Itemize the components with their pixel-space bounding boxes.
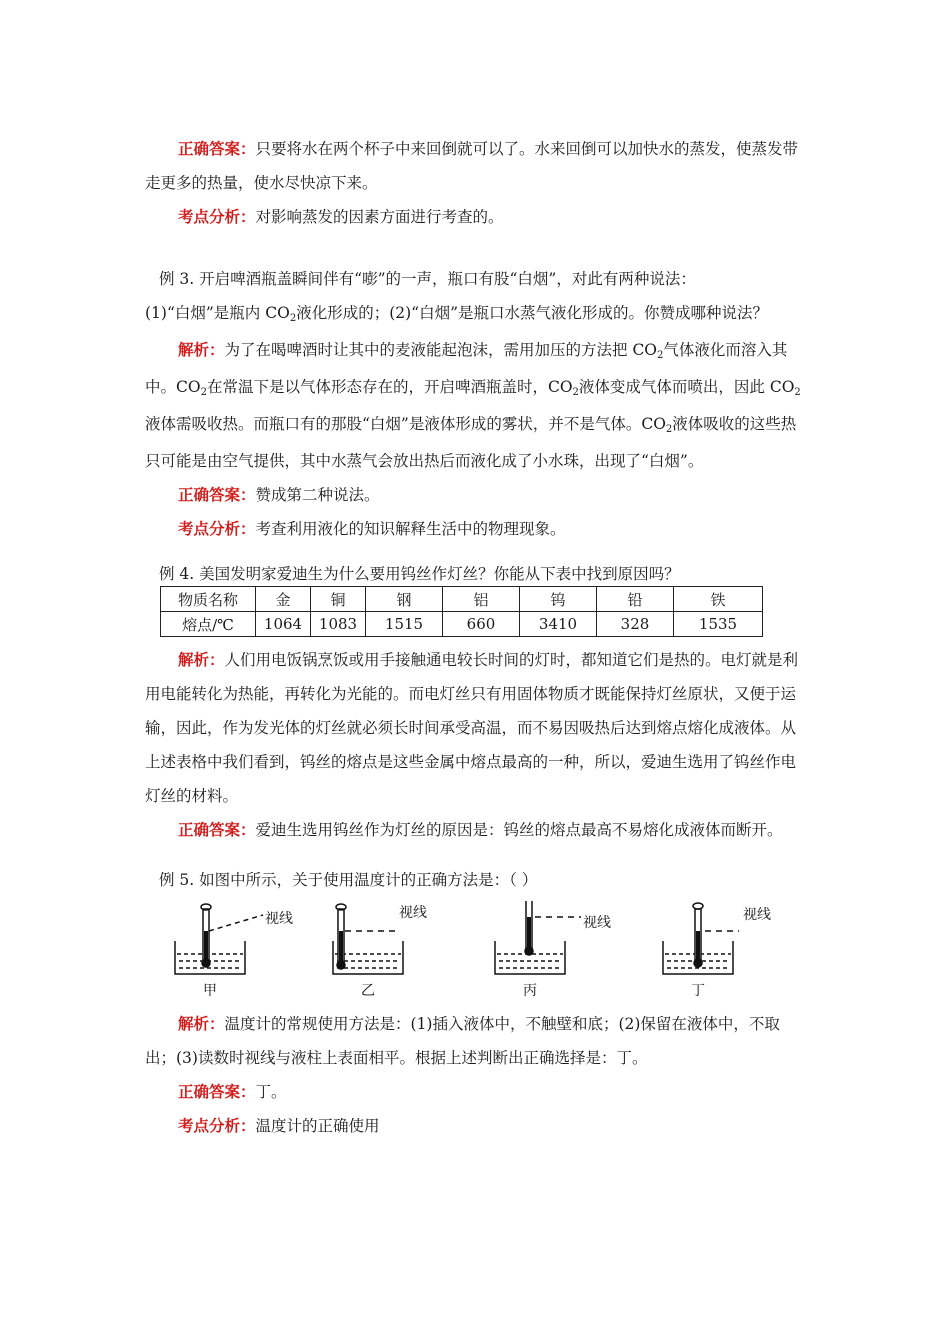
analysis-label: 解析：: [178, 341, 225, 359]
example-5-question: 例 5. 如图中所示，关于使用温度计的正确方法是：（ ）: [159, 871, 538, 889]
point-paragraph-3: 考点分析：考查利用液化的知识解释生活中的物理现象。: [178, 520, 566, 538]
table-cell: 3410: [520, 612, 597, 637]
table-cell: 1535: [674, 612, 763, 637]
example-3-question: 例 3. 开启啤酒瓶盖瞬间伴有“嘭”的一声，瓶口有股“白烟”，对此有两种说法： (1)“白烟”是瓶内 $CO_2$液化形成的；(2)“白烟”是瓶口水蒸气液化形成的。你赞成哪种说法？: [145, 270, 768, 324]
sightline-label: 视线: [265, 911, 293, 927]
table-cell: 铁: [674, 587, 763, 612]
table-cell: 1515: [366, 612, 443, 637]
point-text: 对影响蒸发的因素方面进行考查的。: [255, 208, 504, 226]
point-label: 考点分析：: [178, 208, 256, 226]
table-cell: 金: [256, 587, 311, 612]
table-header-cell: 熔点/℃: [161, 612, 256, 637]
point-paragraph-2: [145, 200, 807, 234]
answer-paragraph-4: 正确答案：爱迪生选用钨丝作为灯丝的原因是：钨丝的熔点最高不易熔化成液体而断开。: [178, 821, 783, 839]
answer-paragraph-3: 正确答案：赞成第二种说法。: [178, 486, 380, 504]
sightline-label: 视线: [743, 907, 771, 923]
figure-ding: [663, 903, 739, 974]
answer-label: 正确答案：: [178, 140, 256, 158]
thermometer-diagram: [145, 901, 807, 1001]
table-row: [161, 587, 763, 612]
analysis-paragraph-5: 解析：温度计的常规使用方法是：(1)插入液体中，不触壁和底；(2)保留在液体中，不取出；(3)读数时视线与液柱上表面相平。根据上述判断出正确选择是：丁。: [145, 1015, 780, 1067]
figure-label-ding: 丁: [691, 983, 705, 999]
figure-bing: [495, 901, 581, 974]
figure-jia: [175, 904, 263, 974]
figure-label-bing: 丙: [523, 983, 537, 999]
thermometer-figures: [145, 901, 807, 1001]
sightline-label: 视线: [399, 905, 427, 921]
table-cell: 1083: [311, 612, 366, 637]
table-header-cell: 物质名称: [161, 587, 256, 612]
table-cell: 328: [597, 612, 674, 637]
table-cell: 钢: [366, 587, 443, 612]
example-4-question: 例 4. 美国发明家爱迪生为什么要用钨丝作灯丝？你能从下表中找到原因吗？: [159, 565, 680, 583]
table-cell: 铅: [597, 587, 674, 612]
analysis-paragraph-3: 解析：为了在喝啤酒时让其中的麦液能起泡沫，需用加压的方法把 $CO_2$气体液化而溶入其中。$CO_2$在常温下是以气体形态存在的，开启啤酒瓶盖时，$CO_2$液体变成气体而喷出，因此 $CO_2$液体需吸收热。而瓶口有的那股“白烟”是液体形成的雾状，并不是气体。$CO_2$液体吸收的这些热只可能是由空气提供，其中水蒸气会放出热后而液化成了小水珠，出现了“白烟”。: [145, 341, 801, 470]
table-cell: 铝: [443, 587, 520, 612]
table-cell: 铜: [311, 587, 366, 612]
table-cell: 1064: [256, 612, 311, 637]
table-cell: 660: [443, 612, 520, 637]
point-paragraph-5: 考点分析：温度计的正确使用: [178, 1117, 380, 1135]
figure-label-jia: 甲: [203, 983, 217, 999]
analysis-paragraph-4: 解析：人们用电饭锅烹饭或用手接触通电较长时间的灯时，都知道它们是热的。电灯就是利用电能转化为热能，再转化为光能的。而电灯丝只有用固体物质才既能保持灯丝原状，又便于运输，因此，作为发光体的灯丝就必须长时间承受高温，而不易因吸热后达到熔点熔化成液体。从上述表格中我们看到，钨丝的熔点是这些金属中熔点最高的一种，所以，爱迪生选用了钨丝作电灯丝的材料。: [145, 651, 799, 805]
answer-paragraph-5: 正确答案：丁。: [178, 1083, 287, 1101]
figure-yi: [333, 904, 403, 974]
table-cell: 钨: [520, 587, 597, 612]
table-row: [161, 612, 763, 637]
figure-label-yi: 乙: [361, 983, 375, 999]
answer-paragraph-2: [145, 132, 807, 200]
sightline-label: 视线: [583, 915, 611, 931]
document-page: [145, 132, 807, 1143]
answer-text: 只要将水在两个杯子中来回倒就可以了。水来回倒可以加快水的蒸发，使蒸发带走更多的热量，使水尽快凉下来。: [145, 140, 799, 192]
melting-point-table: [160, 586, 763, 637]
